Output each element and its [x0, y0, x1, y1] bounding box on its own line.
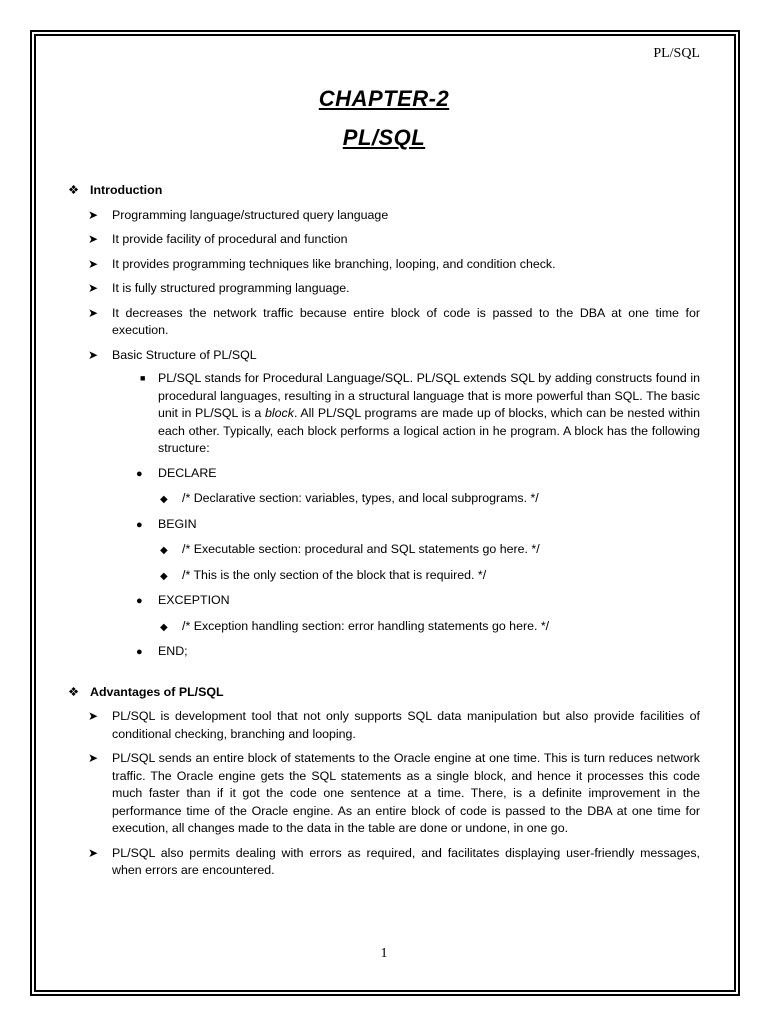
structure-keyword [68, 465, 700, 484]
note-text: /* Exception handling section: error handling statements go here. */ [182, 618, 550, 633]
structure-keyword [68, 592, 700, 611]
dot-bullet-icon: ● [136, 518, 143, 531]
arrow-bullet-icon: ➤ [88, 845, 99, 860]
keyword-declare: DECLARE [158, 465, 217, 480]
paragraph-emphasis: block [265, 406, 294, 420]
running-header: PL/SQL [653, 46, 700, 61]
list-item [68, 256, 700, 274]
list-item [68, 750, 700, 838]
paragraph-part: PL/SQL stands for Procedural Language/SQL. PL/SQL extends SQL by adding constructs found in procedural languages, resulting in a structural language that is more powerful than SQL. The basic unit in PL/SQL is a [158, 371, 700, 420]
list-item [68, 280, 700, 298]
section-advantages [68, 684, 700, 702]
chapter-subtitle: PL/SQL [342, 125, 426, 150]
diamond-bullet-icon: ◆ [160, 545, 168, 556]
list-item [68, 207, 700, 225]
structure-keyword [68, 516, 700, 535]
arrow-bullet-icon: ➤ [88, 305, 99, 320]
arrow-bullet-icon: ➤ [88, 751, 99, 765]
section-heading: Introduction [90, 183, 163, 197]
list-item-text: PL/SQL sends an entire block of statements to the Oracle engine at one time. This is turn reduces network traffic. The Oracle engine gets the SQL statements as a single block, and hence it processes this code much faster than if it got the code one sentence at a time. There, is a definite improvement in the performance time of the Oracle engine. As an entire block of code is passed to the DBA at one time for execution, all changes made to the data in the table are done or undone, in one go. [112, 751, 700, 835]
document-body [68, 182, 700, 880]
paragraph-text [158, 370, 700, 458]
note-text: /* Declarative section: variables, types, and local subprograms. */ [182, 491, 539, 505]
list-item [68, 305, 700, 340]
section-introduction [68, 182, 700, 200]
dot-bullet-icon: ● [136, 595, 143, 607]
structure-paragraph [68, 370, 700, 458]
list-item-text: PL/SQL also permits dealing with errors as required, and facilitates displaying user-friendly messages, when errors are encountered. [112, 845, 700, 877]
list-item [68, 845, 700, 880]
diamond-star-icon: ❖ [68, 684, 80, 699]
dot-bullet-icon: ● [136, 646, 143, 658]
list-item-text: It provide facility of procedural and function [112, 232, 348, 246]
diamond-bullet-icon: ◆ [160, 621, 168, 633]
note-text: /* Executable section: procedural and SQL statements go here. */ [182, 542, 540, 556]
square-bullet-icon: ■ [140, 373, 146, 383]
arrow-bullet-icon: ➤ [88, 256, 99, 271]
list-item-text: It is fully structured programming language. [112, 281, 350, 295]
arrow-bullet-icon: ➤ [88, 281, 99, 295]
chapter-title: CHAPTER-2 [318, 86, 450, 111]
diamond-star-icon: ❖ [68, 183, 80, 197]
arrow-bullet-icon: ➤ [88, 709, 99, 723]
structure-note [68, 567, 700, 586]
arrow-bullet-icon: ➤ [88, 207, 99, 222]
list-item [68, 347, 700, 365]
diamond-bullet-icon: ◆ [160, 494, 168, 505]
list-item-text: Basic Structure of PL/SQL [112, 347, 257, 362]
paragraph-part: . All PL/SQL programs are made up of blocks, which can be nested within each other. Typically, each block performs a logical action in he program. A block has the following structure: [158, 406, 700, 455]
structure-keyword [68, 643, 700, 662]
structure-note [68, 541, 700, 560]
section-spacer [68, 662, 700, 684]
list-item-text: It decreases the network traffic because entire block of code is passed to the DBA at one time for execution. [112, 305, 700, 337]
page-number: 1 [380, 946, 388, 961]
list-item-text: It provides programming techniques like branching, looping, and condition check. [112, 256, 556, 271]
diamond-bullet-icon: ◆ [160, 570, 168, 582]
structure-note [68, 618, 700, 637]
list-item-text: PL/SQL is development tool that not only supports SQL data manipulation but also provide facilities of conditional checking, branching and looping. [112, 709, 700, 741]
arrow-bullet-icon: ➤ [88, 347, 99, 362]
section-heading: Advantages of PL/SQL [90, 684, 224, 699]
list-item [68, 231, 700, 249]
structure-note [68, 490, 700, 509]
list-item-text: Programming language/structured query language [112, 207, 389, 222]
keyword-end: END; [158, 644, 188, 658]
arrow-bullet-icon: ➤ [88, 232, 99, 246]
keyword-exception: EXCEPTION [158, 593, 230, 607]
note-text: /* This is the only section of the block that is required. */ [182, 567, 487, 582]
list-item [68, 708, 700, 743]
keyword-begin: BEGIN [158, 516, 197, 531]
dot-bullet-icon: ● [136, 467, 143, 480]
